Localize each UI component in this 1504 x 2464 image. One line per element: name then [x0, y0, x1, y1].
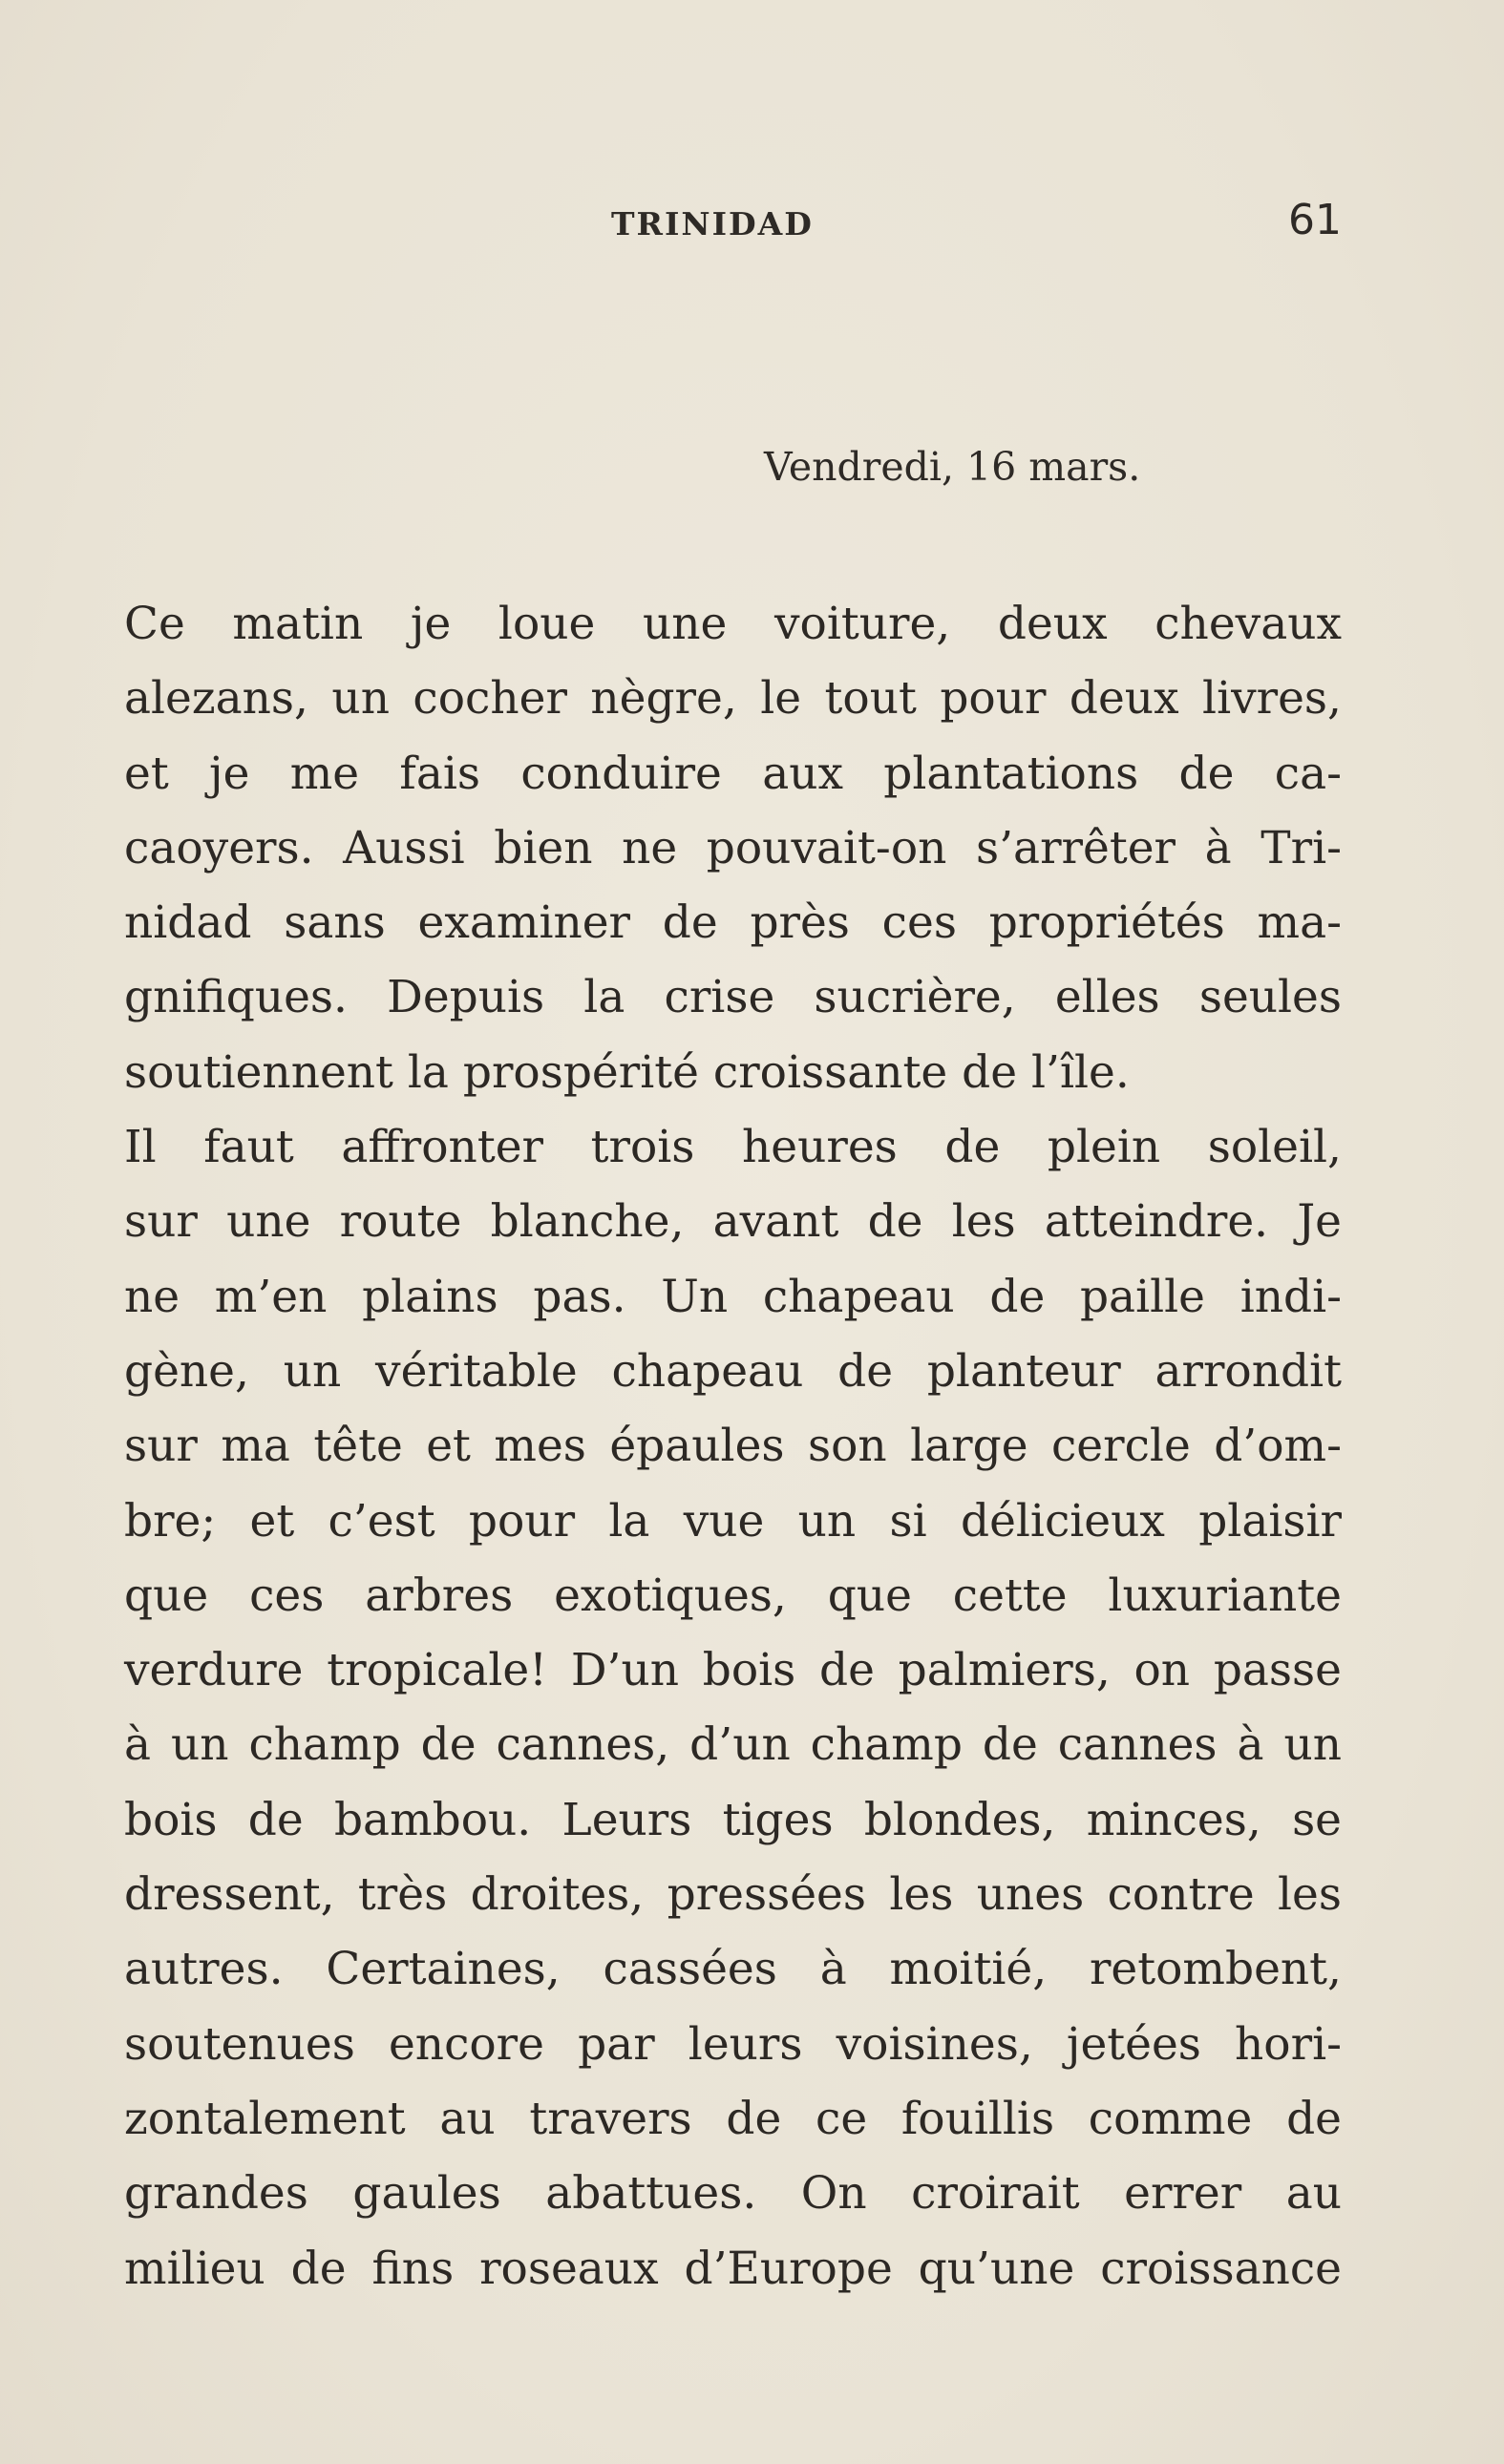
body-text [124, 587, 1342, 2306]
text-line: que ces arbres exotiques, que cette luxuriante [124, 1569, 1342, 1622]
text-line: Ce matin je loue une voiture, deux chevaux [124, 598, 1342, 650]
text-line: autres. Certaines, cassées à moitié, retombent, [124, 1943, 1342, 1996]
running-head: TRINIDAD [611, 205, 814, 242]
text-line: soutiennent la prospérité croissante de l’île. [124, 1045, 1130, 1099]
text-line: gnifiques. Depuis la crise sucrière, elles seules [124, 971, 1342, 1024]
text-line: et je me fais conduire aux plantations de ca- [124, 747, 1342, 800]
text-line: dressent, très droites, pressées les unes contre les [124, 1868, 1342, 1922]
text-line: grandes gaules abattues. On croirait errer au [124, 2167, 1342, 2221]
text-line: bois de bambou. Leurs tiges blondes, minces, se [124, 1793, 1342, 1846]
text-line: nidad sans examiner de près ces propriétés ma- [124, 896, 1342, 950]
text-line: bre; et c’est pour la vue un si délicieux plaisir [124, 1494, 1342, 1548]
text-line: milieu de fins roseaux d’Europe qu’une croissance [124, 2242, 1342, 2295]
text-line: zontalement au travers de ce fouillis comme de [124, 2092, 1342, 2145]
text-line: à un champ de cannes, d’un champ de cannes à un [124, 1718, 1342, 1772]
page-number: 61 [1288, 196, 1342, 244]
text-line: sur ma tête et mes épaules son large cercle d’om- [124, 1420, 1342, 1473]
dateline: Vendredi, 16 mars. [764, 444, 1141, 490]
text-line: verdure tropicale! D’un bois de palmiers, on passe [124, 1644, 1342, 1697]
text-line: gène, un véritable chapeau de planteur arrondit [124, 1344, 1342, 1398]
text-line: alezans, un cocher nègre, le tout pour deux livres, [124, 672, 1342, 726]
text-line: caoyers. Aussi bien ne pouvait-on s’arrêter à Tri- [124, 821, 1342, 874]
text-line: Il faut affronter trois heures de plein soleil, [124, 1121, 1342, 1174]
text-line: soutenues encore par leurs voisines, jetées hori- [124, 2017, 1342, 2071]
text-line: sur une route blanche, avant de les atteindre. Je [124, 1195, 1342, 1249]
text-line: ne m’en plains pas. Un chapeau de paille indi- [124, 1270, 1342, 1323]
